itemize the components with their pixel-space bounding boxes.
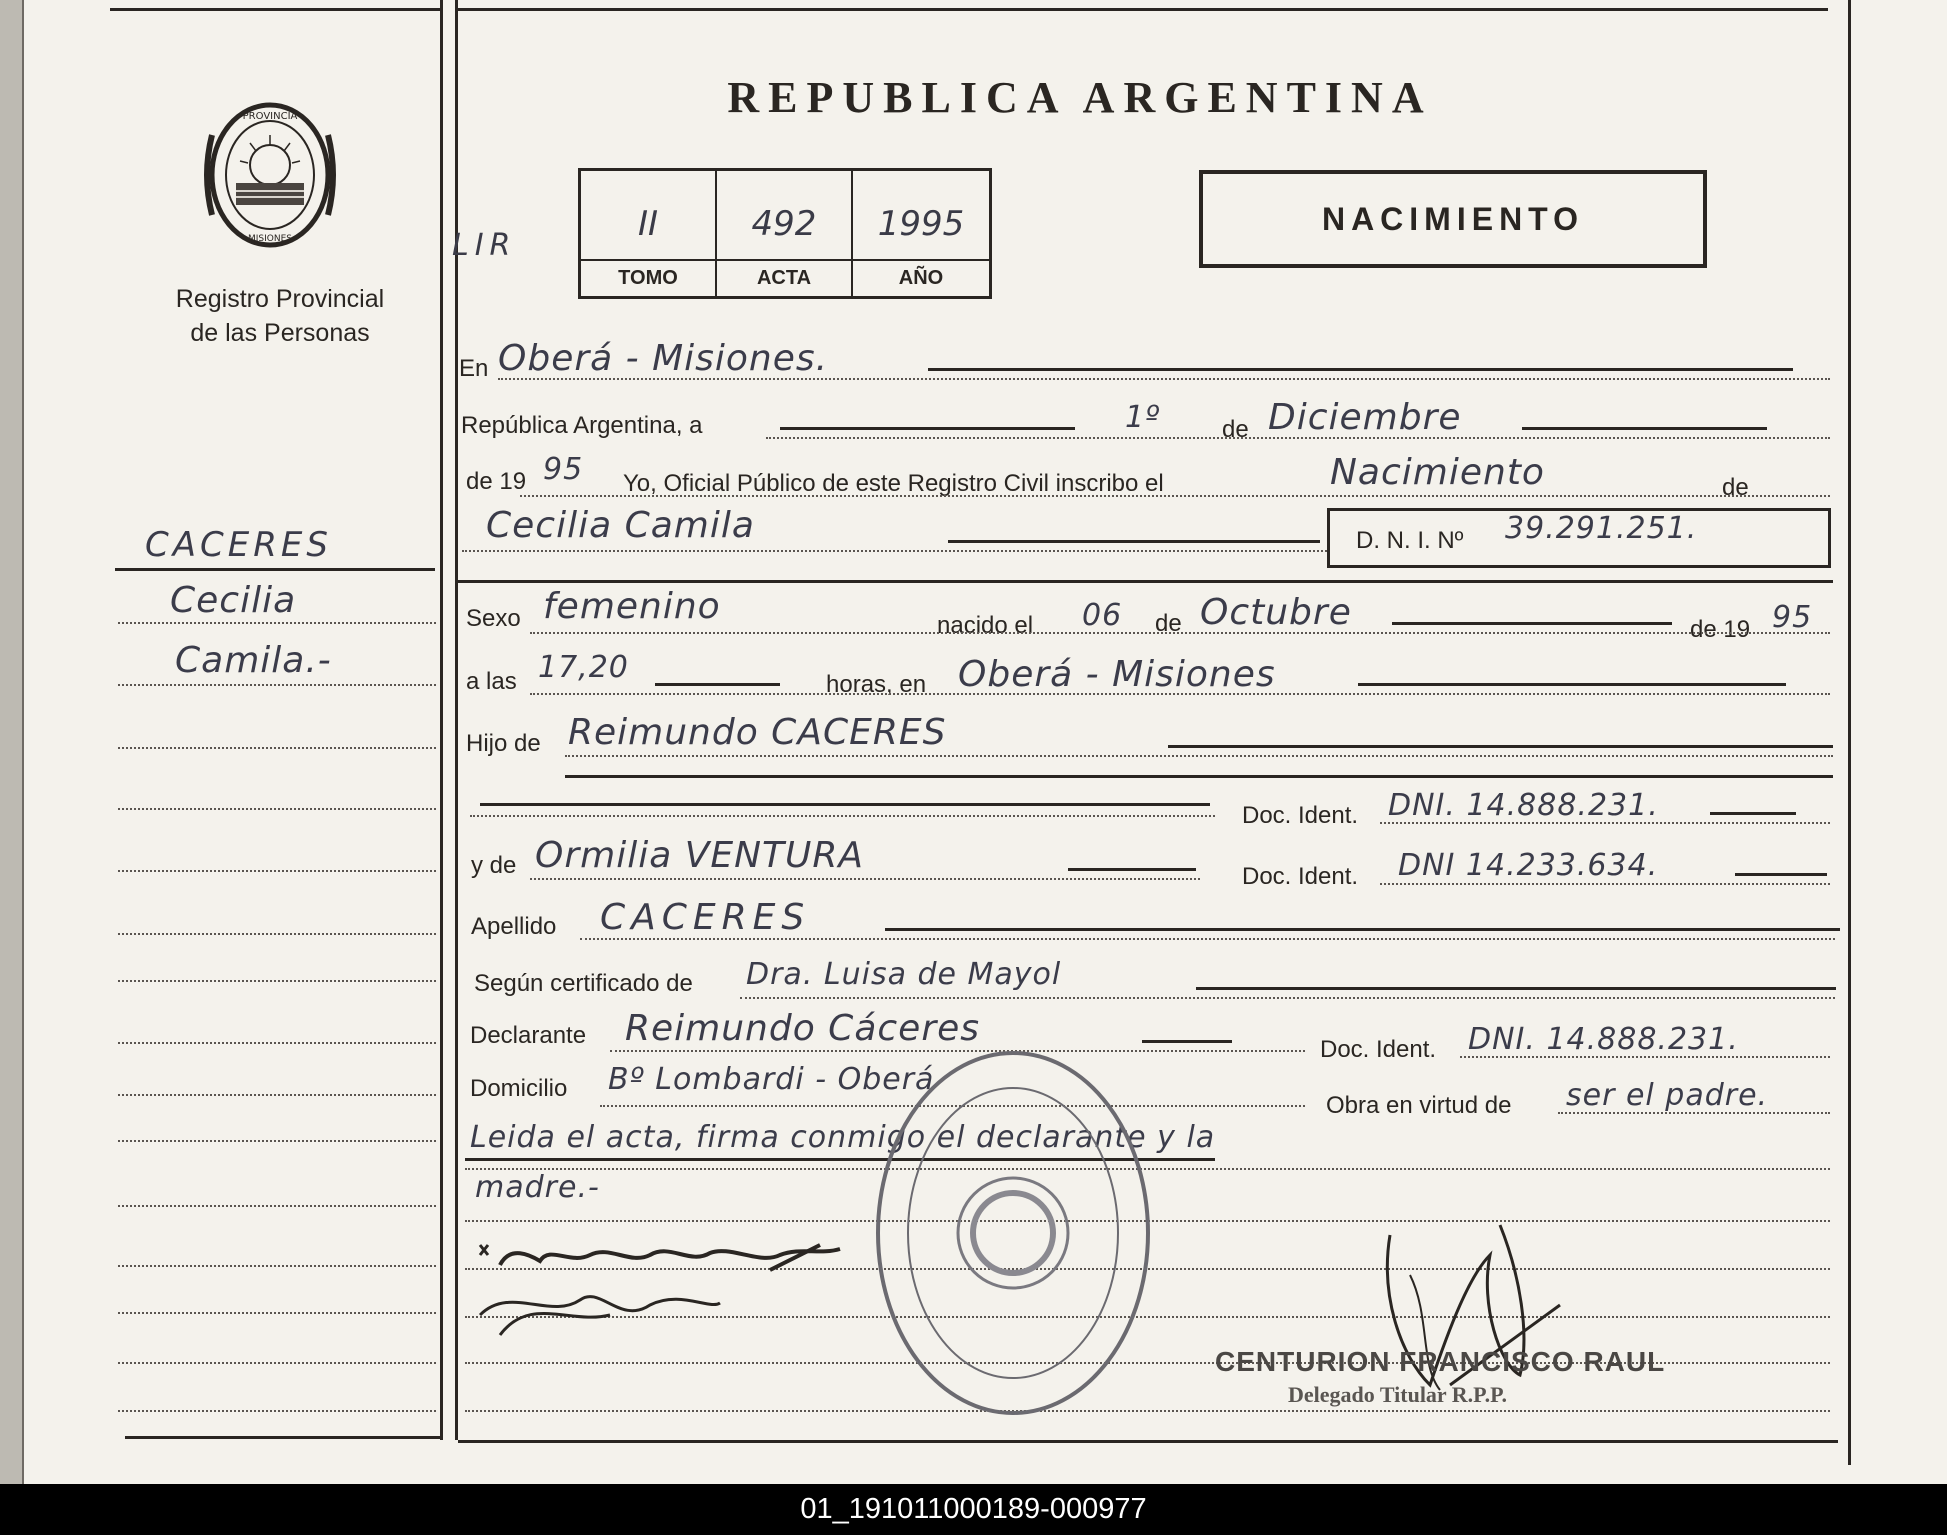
ano-label: AÑO	[898, 267, 944, 289]
office-line-2: de las Personas	[190, 319, 370, 347]
en-label: En	[459, 355, 489, 382]
republica-label: República Argentina, a	[461, 412, 703, 439]
record-type-label: NACIMIENTO	[1321, 200, 1585, 237]
domicilio-label: Domicilio	[470, 1075, 568, 1102]
segun-value: Dra. Luisa de Mayol	[746, 957, 1062, 992]
year-prefix: de 19	[466, 468, 527, 495]
child-name: Cecilia Camila	[486, 505, 755, 546]
binding-edge	[0, 0, 24, 1484]
segun-rule	[1196, 987, 1836, 990]
margin-dotted-line	[118, 684, 436, 686]
margin-dotted-line	[118, 1205, 436, 1207]
father-rule-2	[565, 775, 1833, 778]
top-rule-left	[110, 8, 440, 11]
margin-dotted-line	[118, 980, 436, 982]
yde-label: y de	[471, 852, 517, 879]
obra-label: Obra en virtud de	[1326, 1092, 1512, 1119]
right-rule	[1848, 0, 1851, 1465]
margin-dotted-line	[118, 747, 436, 749]
official-title: Delegado Titular R.P.P.	[1288, 1382, 1508, 1407]
margin-dotted-line	[118, 808, 436, 810]
margin-surname: CACERES	[145, 525, 332, 565]
margin-dotted-line	[118, 1265, 436, 1267]
father-doc-blank-rule	[480, 803, 1210, 806]
year-dots	[520, 495, 1830, 497]
alas-label: a las	[466, 668, 517, 695]
birth-place: Oberá - Misiones	[958, 654, 1276, 695]
top-rule-right	[458, 8, 1828, 11]
segun-label: Según certificado de	[474, 970, 693, 997]
margin-surname-rule	[115, 568, 435, 571]
father-doc-value: DNI. 14.888.231.	[1388, 788, 1659, 823]
father-doc-rule	[1710, 812, 1796, 815]
official-stamp-icon	[868, 1043, 1158, 1423]
margin-dotted-line	[118, 1312, 436, 1314]
tomo-value: II	[581, 171, 717, 261]
father-doc-label: Doc. Ident.	[1242, 802, 1359, 829]
mother-dots	[530, 878, 1200, 880]
time-rule	[655, 683, 780, 686]
margin-dotted-line	[118, 933, 436, 935]
dni-value: 39.291.251.	[1505, 511, 1698, 546]
tomo-label: TOMO	[581, 261, 717, 296]
day-value: 1º	[1125, 400, 1161, 435]
de3-label: de	[1155, 610, 1182, 637]
margin-given-2: Camila.-	[175, 640, 332, 681]
place-value: Oberá - Misiones.	[498, 338, 829, 379]
birth-day: 06	[1082, 598, 1123, 633]
dni-box	[1327, 508, 1831, 568]
margin-dotted-line	[118, 870, 436, 872]
registry-office-label	[140, 282, 420, 350]
alas-dots	[530, 693, 1830, 695]
father-name: Reimundo CACERES	[568, 712, 947, 753]
declarante-value: Reimundo Cáceres	[625, 1008, 981, 1049]
obra-value: ser el padre.	[1566, 1078, 1769, 1113]
de2-label: de	[1722, 474, 1749, 501]
hijo-dots	[565, 755, 1833, 757]
birth-place-rule	[1358, 683, 1786, 686]
birth-year-prefix: de 19	[1690, 616, 1751, 643]
sexo-dots	[530, 632, 1830, 634]
acta-value: 492	[717, 171, 853, 261]
margin-dotted-line	[118, 1362, 436, 1364]
horas-label: horas, en	[826, 671, 927, 698]
place-rule	[928, 368, 1793, 371]
birth-month-rule	[1392, 622, 1672, 625]
year-suffix: 95	[543, 452, 584, 487]
mother-doc-rule	[1735, 873, 1827, 876]
dni-underline	[458, 580, 1833, 583]
main-left-rule	[455, 0, 458, 1440]
provincial-seal-icon	[200, 95, 340, 255]
mother-name: Ormilia VENTURA	[535, 835, 864, 876]
obra-dots	[1558, 1112, 1830, 1114]
apellido-label: Apellido	[471, 913, 557, 940]
segun-dots	[740, 997, 1835, 999]
record-type-box	[1199, 170, 1707, 268]
father-doc-dots-2	[1380, 822, 1830, 824]
hijo-label: Hijo de	[466, 730, 541, 757]
apellido-rule	[885, 928, 1840, 931]
bottom-rule-left	[125, 1436, 440, 1439]
de-label: de	[1222, 416, 1249, 443]
margin-given-1: Cecilia	[170, 580, 297, 621]
leida-line-2: madre.-	[475, 1170, 600, 1205]
nacido-label: nacido el	[937, 612, 1034, 639]
leida-line-1: Leida el acta, firma conmigo el declarante y la	[470, 1120, 1216, 1155]
father-doc-dots	[470, 815, 1215, 817]
child-name-dots	[462, 550, 1327, 552]
book-code: LIR	[452, 228, 517, 263]
mother-rule	[1068, 868, 1196, 871]
declarante-label: Declarante	[470, 1022, 587, 1049]
svg-text:MISIONES: MISIONES	[247, 234, 293, 244]
margin-dotted-line	[118, 1094, 436, 1096]
acta-label: ACTA	[717, 261, 853, 296]
declarante-doc-dots	[1460, 1056, 1830, 1058]
birth-month: Octubre	[1200, 592, 1352, 633]
birth-time: 17,20	[538, 650, 629, 685]
margin-dotted-line	[118, 622, 436, 624]
official-name: CENTURION FRANCISCO RAUL	[1215, 1346, 1666, 1377]
margin-dotted-line	[118, 1410, 436, 1412]
birth-year-suffix: 95	[1772, 600, 1813, 635]
office-line-1: Registro Provincial	[175, 285, 385, 313]
mother-doc-label: Doc. Ident.	[1242, 863, 1359, 890]
place-dots	[498, 378, 1830, 380]
domicilio-value: Bº Lombardi - Oberá	[608, 1062, 935, 1097]
mother-doc-value: DNI 14.233.634.	[1398, 848, 1659, 883]
dni-label: D. N. I. Nº	[1356, 527, 1464, 554]
declarant-signature-icon	[470, 1225, 870, 1345]
declarante-doc-label: Doc. Ident.	[1320, 1036, 1437, 1063]
republica-rule	[780, 427, 1075, 430]
mother-doc-dots	[1380, 883, 1830, 885]
event-value: Nacimiento	[1330, 452, 1545, 493]
sexo-value: femenino	[543, 586, 721, 627]
bottom-rule-right	[458, 1440, 1838, 1443]
margin-dotted-line	[118, 1042, 436, 1044]
republica-dots	[766, 437, 1830, 439]
sexo-label: Sexo	[466, 605, 521, 632]
yo-text: Yo, Oficial Público de este Registro Civil inscribo el	[623, 470, 1164, 497]
apellido-dots	[580, 938, 1835, 940]
country-title: REPUBLICA ARGENTINA	[727, 73, 1433, 122]
month-value: Diciembre	[1268, 397, 1462, 438]
month-rule	[1522, 427, 1767, 430]
margin-dotted-line	[118, 1140, 436, 1142]
apellido-value: CACERES	[600, 897, 811, 938]
father-rule	[1168, 745, 1833, 748]
declarante-doc-value: DNI. 14.888.231.	[1468, 1022, 1739, 1057]
registry-number-table	[578, 168, 992, 299]
ano-value: 1995	[853, 171, 989, 261]
svg-text:PROVINCIA: PROVINCIA	[242, 111, 298, 122]
child-name-rule	[948, 540, 1320, 543]
left-column-rule	[440, 0, 443, 1440]
file-id-footer: 01_191011000189-000977	[0, 1484, 1947, 1535]
